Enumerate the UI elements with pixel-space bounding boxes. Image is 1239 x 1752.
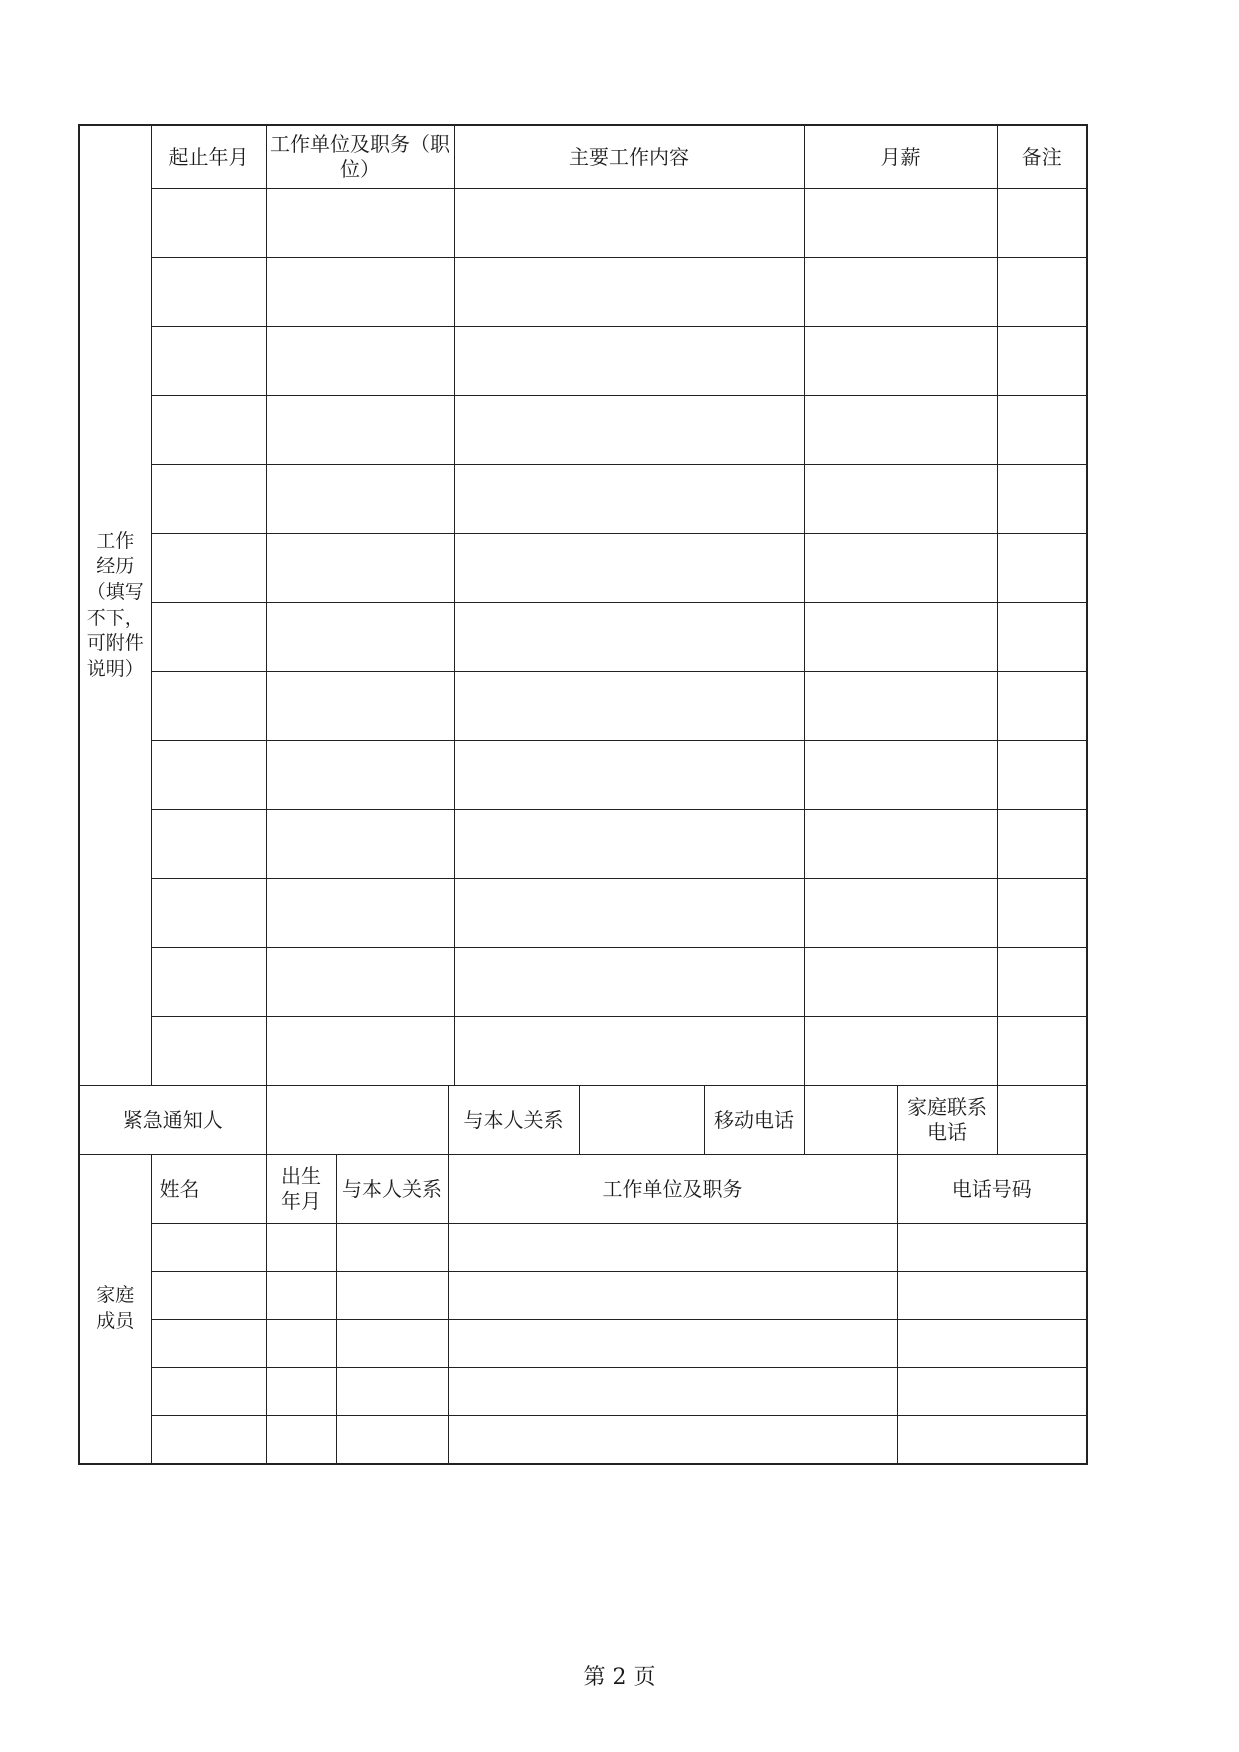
- work-employer-position-cell[interactable]: [266, 603, 454, 672]
- family-name-cell[interactable]: [151, 1368, 266, 1416]
- header-family-phone: 电话号码: [897, 1155, 1087, 1224]
- emergency-contact-row: [79, 1086, 1087, 1155]
- emergency-relation-field[interactable]: [579, 1086, 704, 1155]
- work-monthly-salary-cell[interactable]: [804, 396, 997, 465]
- family-member-row: [79, 1368, 1087, 1416]
- work-employer-position-cell[interactable]: [266, 741, 454, 810]
- work-history-section-label-line: 工作: [96, 529, 135, 552]
- work-employer-position-cell[interactable]: [266, 258, 454, 327]
- family-birth-cell[interactable]: [266, 1368, 336, 1416]
- work-employer-position-cell[interactable]: [266, 672, 454, 741]
- family-employer-position-cell[interactable]: [448, 1272, 897, 1320]
- family-phone-cell[interactable]: [897, 1224, 1087, 1272]
- work-period-cell[interactable]: [151, 810, 266, 879]
- work-history-row: [79, 258, 1087, 327]
- work-main-duties-cell[interactable]: [454, 534, 804, 603]
- work-period-cell[interactable]: [151, 1017, 266, 1086]
- family-member-row: [79, 1224, 1087, 1272]
- work-history-section-label: [79, 125, 151, 1086]
- work-main-duties-cell[interactable]: [454, 189, 804, 258]
- work-employer-position-cell[interactable]: [266, 534, 454, 603]
- work-history-section-label-line: 不下，: [86, 606, 144, 629]
- work-history-section-label-line: 说明）: [86, 657, 144, 680]
- family-header-row: [79, 1155, 1087, 1224]
- emergency-relation-label: 与本人关系: [448, 1086, 579, 1155]
- emergency-mobile-field[interactable]: [804, 1086, 897, 1155]
- work-monthly-salary-cell[interactable]: [804, 327, 997, 396]
- work-monthly-salary-cell[interactable]: [804, 258, 997, 327]
- family-name-cell[interactable]: [151, 1272, 266, 1320]
- family-name-cell[interactable]: [151, 1320, 266, 1368]
- work-remarks-cell[interactable]: [997, 672, 1087, 741]
- family-relation-cell[interactable]: [336, 1272, 448, 1320]
- work-history-section-label-line: （填写: [86, 580, 144, 603]
- work-main-duties-cell[interactable]: [454, 672, 804, 741]
- emergency-contact-name-field[interactable]: [266, 1086, 448, 1155]
- emergency-home-phone-label-line: 家庭联系: [907, 1095, 988, 1119]
- work-history-row: [79, 327, 1087, 396]
- work-period-cell[interactable]: [151, 879, 266, 948]
- header-family-employer-position: 工作单位及职务: [448, 1155, 897, 1224]
- header-family-birth: [266, 1155, 336, 1224]
- family-employer-position-cell[interactable]: [448, 1416, 897, 1465]
- work-period-cell[interactable]: [151, 534, 266, 603]
- work-employer-position-cell[interactable]: [266, 465, 454, 534]
- work-remarks-cell[interactable]: [997, 810, 1087, 879]
- work-monthly-salary-cell[interactable]: [804, 948, 997, 1017]
- header-employer-position: 工作单位及职务（职位）: [266, 125, 454, 189]
- work-period-cell[interactable]: [151, 603, 266, 672]
- work-monthly-salary-cell[interactable]: [804, 465, 997, 534]
- work-main-duties-cell[interactable]: [454, 879, 804, 948]
- work-employer-position-cell[interactable]: [266, 189, 454, 258]
- family-name-cell[interactable]: [151, 1224, 266, 1272]
- work-remarks-cell[interactable]: [997, 1017, 1087, 1086]
- family-phone-cell[interactable]: [897, 1416, 1087, 1465]
- work-history-row: [79, 810, 1087, 879]
- header-family-birth-line: 出生: [281, 1164, 321, 1188]
- work-history-row: [79, 879, 1087, 948]
- family-birth-cell[interactable]: [266, 1416, 336, 1465]
- work-remarks-cell[interactable]: [997, 879, 1087, 948]
- work-period-cell[interactable]: [151, 672, 266, 741]
- work-remarks-cell[interactable]: [997, 603, 1087, 672]
- work-period-cell[interactable]: [151, 465, 266, 534]
- family-employer-position-cell[interactable]: [448, 1224, 897, 1272]
- work-employer-position-cell[interactable]: [266, 396, 454, 465]
- work-main-duties-cell[interactable]: [454, 948, 804, 1017]
- family-employer-position-cell[interactable]: [448, 1320, 897, 1368]
- work-period-cell[interactable]: [151, 741, 266, 810]
- work-period-cell[interactable]: [151, 258, 266, 327]
- family-relation-cell[interactable]: [336, 1320, 448, 1368]
- work-history-row: [79, 948, 1087, 1017]
- work-history-section-label-line: 经历: [96, 555, 135, 578]
- work-history-header-row: [79, 125, 1087, 189]
- work-period-cell[interactable]: [151, 327, 266, 396]
- work-period-cell[interactable]: [151, 396, 266, 465]
- work-remarks-cell[interactable]: [997, 189, 1087, 258]
- family-member-row: [79, 1272, 1087, 1320]
- work-employer-position-cell[interactable]: [266, 879, 454, 948]
- family-member-row: [79, 1320, 1087, 1368]
- work-remarks-cell[interactable]: [997, 258, 1087, 327]
- family-birth-cell[interactable]: [266, 1272, 336, 1320]
- work-main-duties-cell[interactable]: [454, 1017, 804, 1086]
- work-employer-position-cell[interactable]: [266, 327, 454, 396]
- header-family-name: 姓名: [151, 1155, 266, 1224]
- work-main-duties-cell[interactable]: [454, 741, 804, 810]
- work-main-duties-cell[interactable]: [454, 603, 804, 672]
- family-birth-cell[interactable]: [266, 1320, 336, 1368]
- header-remarks: 备注: [997, 125, 1087, 189]
- work-main-duties-cell[interactable]: [454, 465, 804, 534]
- emergency-home-phone-field[interactable]: [997, 1086, 1087, 1155]
- family-employer-position-cell[interactable]: [448, 1368, 897, 1416]
- work-history-row: [79, 465, 1087, 534]
- work-remarks-cell[interactable]: [997, 534, 1087, 603]
- family-birth-cell[interactable]: [266, 1224, 336, 1272]
- work-monthly-salary-cell[interactable]: [804, 534, 997, 603]
- work-monthly-salary-cell[interactable]: [804, 1017, 997, 1086]
- header-main-duties: 主要工作内容: [454, 125, 804, 189]
- work-monthly-salary-cell[interactable]: [804, 741, 997, 810]
- work-main-duties-cell[interactable]: [454, 327, 804, 396]
- work-history-row: [79, 741, 1087, 810]
- work-history-row: [79, 534, 1087, 603]
- family-relation-cell[interactable]: [336, 1368, 448, 1416]
- work-remarks-cell[interactable]: [997, 396, 1087, 465]
- work-remarks-cell[interactable]: [997, 948, 1087, 1017]
- work-employer-position-cell[interactable]: [266, 1017, 454, 1086]
- emergency-home-phone-label-line: 电话: [927, 1120, 968, 1144]
- family-phone-cell[interactable]: [897, 1320, 1087, 1368]
- work-main-duties-cell[interactable]: [454, 810, 804, 879]
- application-form-table: [78, 124, 1088, 1465]
- family-member-row: [79, 1416, 1087, 1465]
- work-employer-position-cell[interactable]: [266, 948, 454, 1017]
- emergency-home-phone-label: [897, 1086, 997, 1155]
- work-history-row: [79, 603, 1087, 672]
- header-family-relation: 与本人关系: [336, 1155, 448, 1224]
- family-name-cell[interactable]: [151, 1416, 266, 1465]
- emergency-mobile-label: 移动电话: [704, 1086, 804, 1155]
- work-main-duties-cell[interactable]: [454, 258, 804, 327]
- page-number: 第 2 页: [583, 1665, 656, 1690]
- work-remarks-cell[interactable]: [997, 741, 1087, 810]
- work-employer-position-cell[interactable]: [266, 810, 454, 879]
- family-relation-cell[interactable]: [336, 1224, 448, 1272]
- work-history-section-label-line: 可附件: [86, 632, 144, 655]
- family-phone-cell[interactable]: [897, 1272, 1087, 1320]
- work-history-row: [79, 672, 1087, 741]
- family-section-label: [79, 1155, 151, 1465]
- family-section-label-line: 家庭: [96, 1284, 135, 1307]
- work-monthly-salary-cell[interactable]: [804, 672, 997, 741]
- family-relation-cell[interactable]: [336, 1416, 448, 1465]
- work-history-row: [79, 396, 1087, 465]
- work-main-duties-cell[interactable]: [454, 396, 804, 465]
- header-period: 起止年月: [151, 125, 266, 189]
- header-monthly-salary: 月薪: [804, 125, 997, 189]
- work-period-cell[interactable]: [151, 948, 266, 1017]
- work-remarks-cell[interactable]: [997, 465, 1087, 534]
- work-monthly-salary-cell[interactable]: [804, 810, 997, 879]
- work-history-row: [79, 1017, 1087, 1086]
- work-remarks-cell[interactable]: [997, 327, 1087, 396]
- emergency-contact-label: 紧急通知人: [79, 1086, 266, 1155]
- family-section-label-line: 成员: [96, 1310, 135, 1332]
- work-history-row: [79, 189, 1087, 258]
- header-family-birth-line: 年月: [281, 1189, 321, 1213]
- work-period-cell[interactable]: [151, 189, 266, 258]
- family-phone-cell[interactable]: [897, 1368, 1087, 1416]
- work-monthly-salary-cell[interactable]: [804, 189, 997, 258]
- work-monthly-salary-cell[interactable]: [804, 603, 997, 672]
- work-monthly-salary-cell[interactable]: [804, 879, 997, 948]
